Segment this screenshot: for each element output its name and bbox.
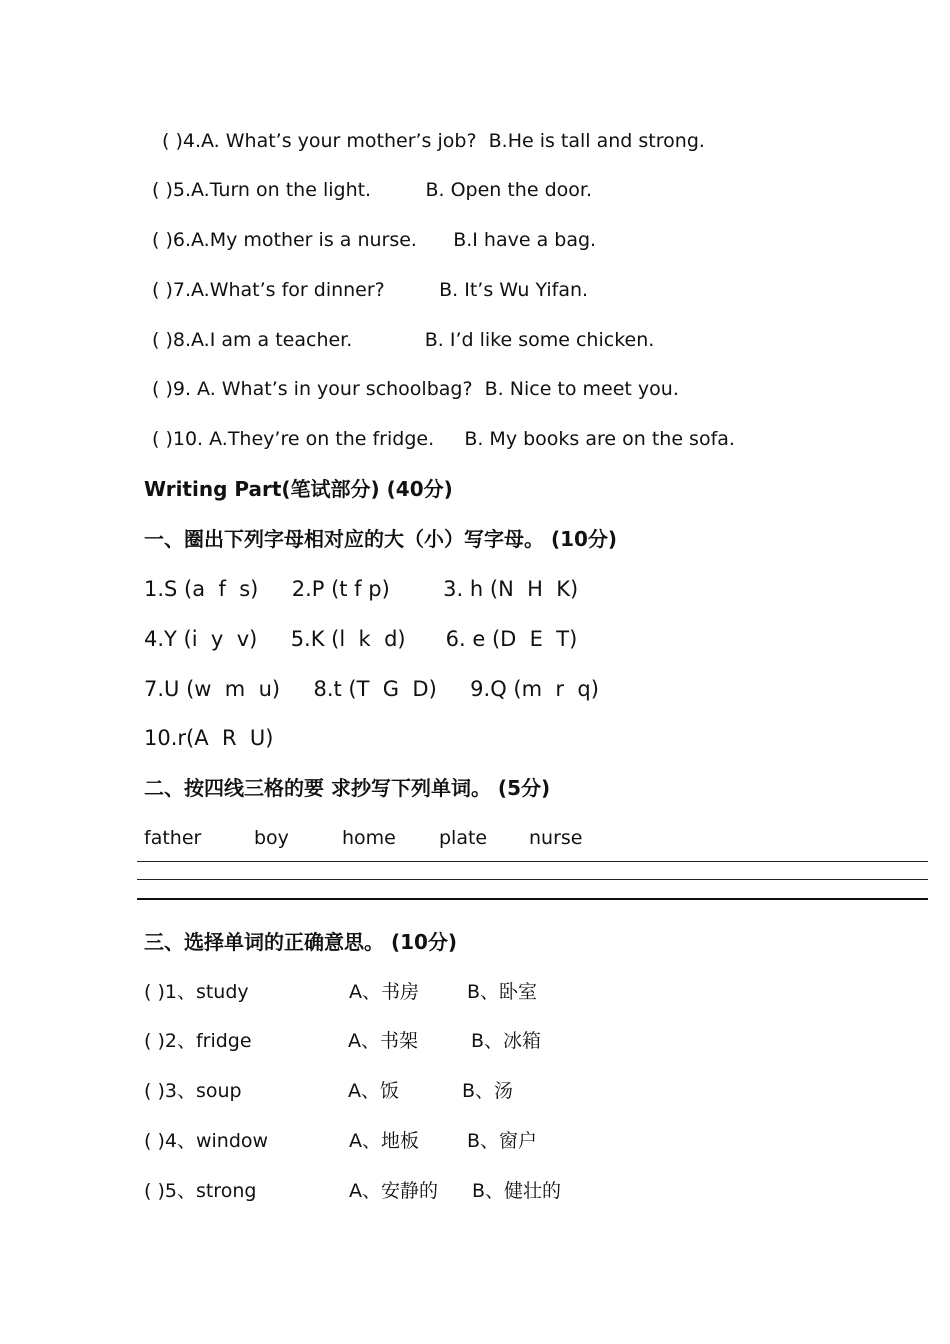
vocab-item-word: ( )3、soup: [144, 1080, 242, 1102]
section1-title: 一、圈出下列字母相对应的大（小）写字母。 (10分): [144, 527, 618, 551]
vocab-option-b: B、卧室: [467, 981, 538, 1003]
vocab-item-word: ( )1、study: [144, 981, 249, 1003]
copy-word: boy: [254, 827, 289, 849]
listening-item: ( )10. A.They’re on the fridge. B. My books are on the sofa.: [152, 428, 735, 450]
vocab-item-word: ( )5、strong: [144, 1180, 257, 1202]
vocab-option-b: B、健壮的: [472, 1180, 562, 1202]
vocab-option-a: A、地板: [349, 1130, 419, 1152]
copy-word: father: [144, 827, 202, 849]
writing-guide-line: [137, 861, 928, 862]
letter-row: 10.r(A R U): [144, 726, 274, 750]
vocab-item-word: ( )2、fridge: [144, 1030, 252, 1052]
section2-title: 二、按四线三格的要 求抄写下列单词。 (5分): [144, 776, 551, 800]
listening-item: ( )4.A. What’s your mother’s job? B.He is tall and strong.: [162, 130, 705, 152]
section3-title: 三、选择单词的正确意思。 (10分): [144, 930, 458, 954]
vocab-option-b: B、窗户: [467, 1130, 538, 1152]
writing-guide-line: [137, 879, 928, 880]
letter-row: 4.Y (i y v) 5.K (l k d) 6. e (D E T): [144, 627, 578, 651]
writing-part-title: Writing Part(笔试部分) (40分): [144, 477, 453, 501]
listening-item: ( )5.A.Turn on the light. B. Open the door.: [152, 179, 592, 201]
vocab-option-b: B、冰箱: [471, 1030, 542, 1052]
listening-item: ( )8.A.I am a teacher. B. I’d like some chicken.: [152, 329, 655, 351]
listening-item: ( )6.A.My mother is a nurse. B.I have a bag.: [152, 229, 597, 251]
letter-row: 1.S (a f s) 2.P (t f p) 3. h (N H K): [144, 577, 579, 601]
vocab-option-a: A、书房: [349, 981, 419, 1003]
listening-item: ( )7.A.What’s for dinner? B. It’s Wu Yifan.: [152, 279, 589, 301]
copy-word: plate: [439, 827, 488, 849]
copy-word: home: [342, 827, 396, 849]
vocab-option-b: B、汤: [462, 1080, 514, 1102]
copy-word: nurse: [529, 827, 583, 849]
vocab-option-a: A、安静的: [349, 1180, 438, 1202]
writing-guide-baseline: [137, 898, 928, 900]
letter-row: 7.U (w m u) 8.t (T G D) 9.Q (m r q): [144, 677, 599, 701]
vocab-option-a: A、饭: [348, 1080, 399, 1102]
vocab-item-word: ( )4、window: [144, 1130, 269, 1152]
vocab-option-a: A、书架: [348, 1030, 418, 1052]
listening-item: ( )9. A. What’s in your schoolbag? B. Nice to meet you.: [152, 378, 679, 400]
